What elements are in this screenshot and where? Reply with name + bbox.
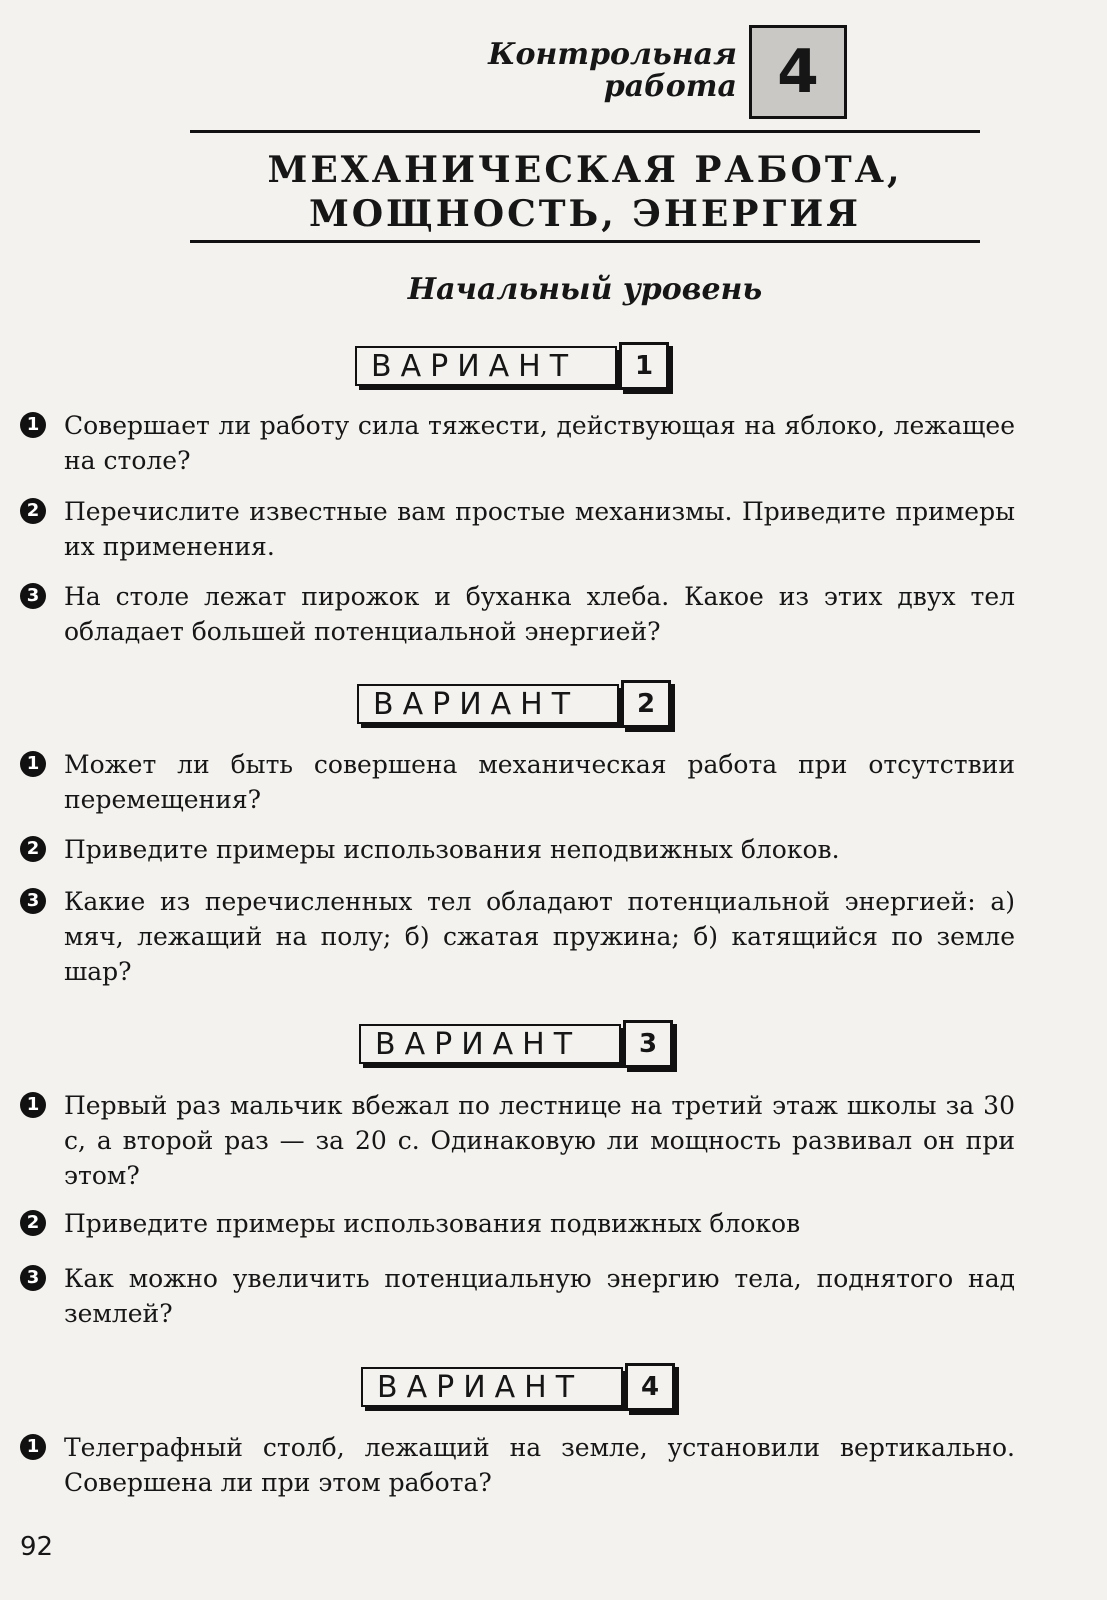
variant-number: 3 [623, 1020, 673, 1068]
variant-number: 2 [621, 680, 671, 728]
question-text: Приведите примеры использования подвижных блоков [64, 1209, 801, 1238]
question-item [20, 1088, 1015, 1193]
question-text: На столе лежат пирожок и буханка хлеба. Какое из этих двух тел обладает большей потенциальной энергией? [64, 582, 1015, 646]
question-item [20, 884, 1015, 989]
question-number-bullet: 2 [20, 836, 46, 862]
page-number: 92 [20, 1532, 54, 1562]
variant-label: ВАРИАНТ [355, 346, 617, 386]
variant-number: 1 [619, 342, 669, 390]
question-number-bullet: 3 [20, 888, 46, 914]
question-text: Какие из перечисленных тел обладают потенциальной энергией: а) мяч, лежащий на полу; б) сжатая пружина; б) катящийся по земле шар? [64, 887, 1015, 986]
question-text: Как можно увеличить потенциальную энергию тела, поднятого над землей? [64, 1264, 1015, 1328]
question-item [20, 832, 1015, 867]
question-text: Первый раз мальчик вбежал по лестнице на третий этаж школы за 30 с, а второй раз — за 20 с. Одинаковую ли мощность развивал он при этом? [64, 1091, 1015, 1190]
question-item [20, 747, 1015, 817]
variant-number: 4 [625, 1363, 675, 1411]
question-text: Приведите примеры использования неподвижных блоков. [64, 835, 840, 864]
title-rule-top [190, 130, 980, 133]
question-item [20, 1261, 1015, 1331]
question-text: Может ли быть совершена механическая работа при отсутствии перемещения? [64, 750, 1015, 814]
question-item [20, 1430, 1015, 1500]
test-type-label: Контрольная работа [488, 37, 737, 104]
question-item [20, 579, 1015, 649]
test-header [487, 25, 852, 117]
question-number-bullet: 1 [20, 751, 46, 777]
question-number-bullet: 3 [20, 583, 46, 609]
question-number-bullet: 1 [20, 1434, 46, 1460]
question-item [20, 1206, 1015, 1241]
variant-label: ВАРИАНТ [357, 684, 619, 724]
question-number-bullet: 1 [20, 1092, 46, 1118]
variant-label: ВАРИАНТ [359, 1024, 621, 1064]
question-number-bullet: 2 [20, 1210, 46, 1236]
question-number-bullet: 3 [20, 1265, 46, 1291]
question-number-bullet: 1 [20, 412, 46, 438]
question-text: Телеграфный столб, лежащий на земле, установили вертикально. Совершена ли при этом работа? [64, 1433, 1015, 1497]
question-text: Совершает ли работу сила тяжести, действующая на яблоко, лежащее на столе? [64, 411, 1015, 475]
question-text: Перечислите известные вам простые механизмы. Приведите примеры их применения. [64, 497, 1015, 561]
test-number-badge: 4 [749, 25, 847, 119]
page-title: МЕХАНИЧЕСКАЯ РАБОТА, МОЩНОСТЬ, ЭНЕРГИЯ [267, 149, 903, 235]
question-item [20, 408, 1015, 478]
question-item [20, 494, 1015, 564]
level-subtitle: Начальный уровень [407, 272, 763, 307]
title-rule-bottom [190, 240, 980, 243]
variant-label: ВАРИАНТ [361, 1367, 623, 1407]
question-number-bullet: 2 [20, 498, 46, 524]
